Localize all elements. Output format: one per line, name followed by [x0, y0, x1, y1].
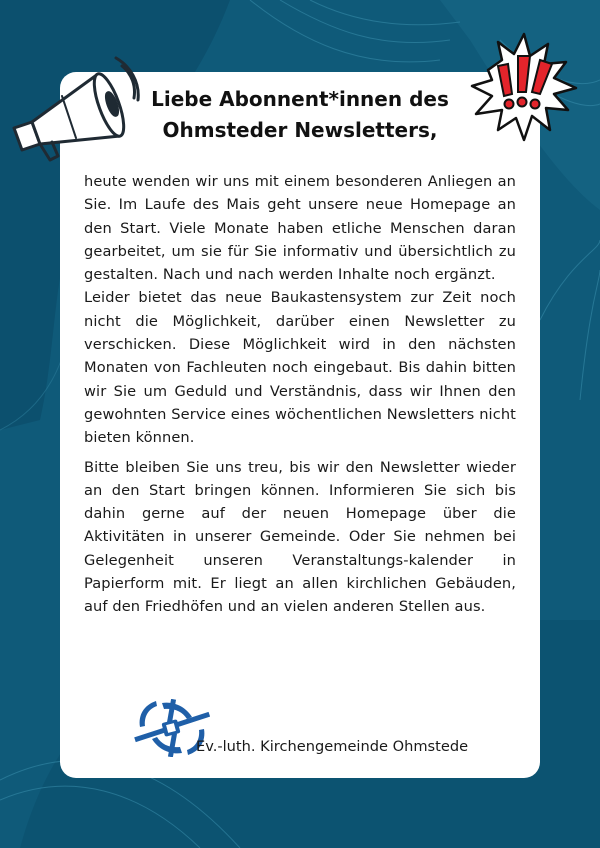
letter-body: [84, 170, 516, 619]
paragraph-1: heute wenden wir uns mit einem besonderen Anliegen an Sie. Im Laufe des Mais geht unsere neue Homepage an den Start. Viele Monate haben etliche Menschen daran gearbeitet, um sie für Sie informativ und übersichtlich zu gestalten. Nach und nach werden Inhalte noch ergänzt.: [84, 173, 516, 284]
greeting-line-1: Liebe Abonnent*innen des: [151, 87, 449, 111]
paragraph-3: Bitte bleiben Sie uns treu, bis wir den Newsletter wieder an den Start bringen können. Informieren Sie sich bis dahin gerne auf der neuen Homepage über die Aktivitäten in unserer Gemeinde. Oder Sie nehmen bei Gelegenheit unseren Veranstaltungs-kalender in Papierform mit. Er liegt an allen kirchlichen Gebäuden, auf den Friedhöfen und an vielen anderen Stellen aus.: [84, 458, 516, 616]
paragraph-2: Leider bietet das neue Baukastensystem zur Zeit noch nicht die Möglichkeit, darüber einen Newsletter zu verschicken. Diese Möglichkeit wird in den nächsten Monaten von Fachleuten noch eingebaut. Bis dahin bitten wir Sie um Geduld und Verständnis, dass wir Ihnen den gewohnten Service eines wöchentlichen Newsletters nicht bieten können.: [84, 289, 516, 447]
greeting-line-2: Ohmsteder Newsletters,: [162, 118, 438, 142]
exclamation-burst-icon: [468, 30, 580, 150]
organization-name: Ev.-luth. Kirchengemeinde Ohmstede: [196, 738, 469, 755]
greeting-heading: [120, 84, 480, 146]
